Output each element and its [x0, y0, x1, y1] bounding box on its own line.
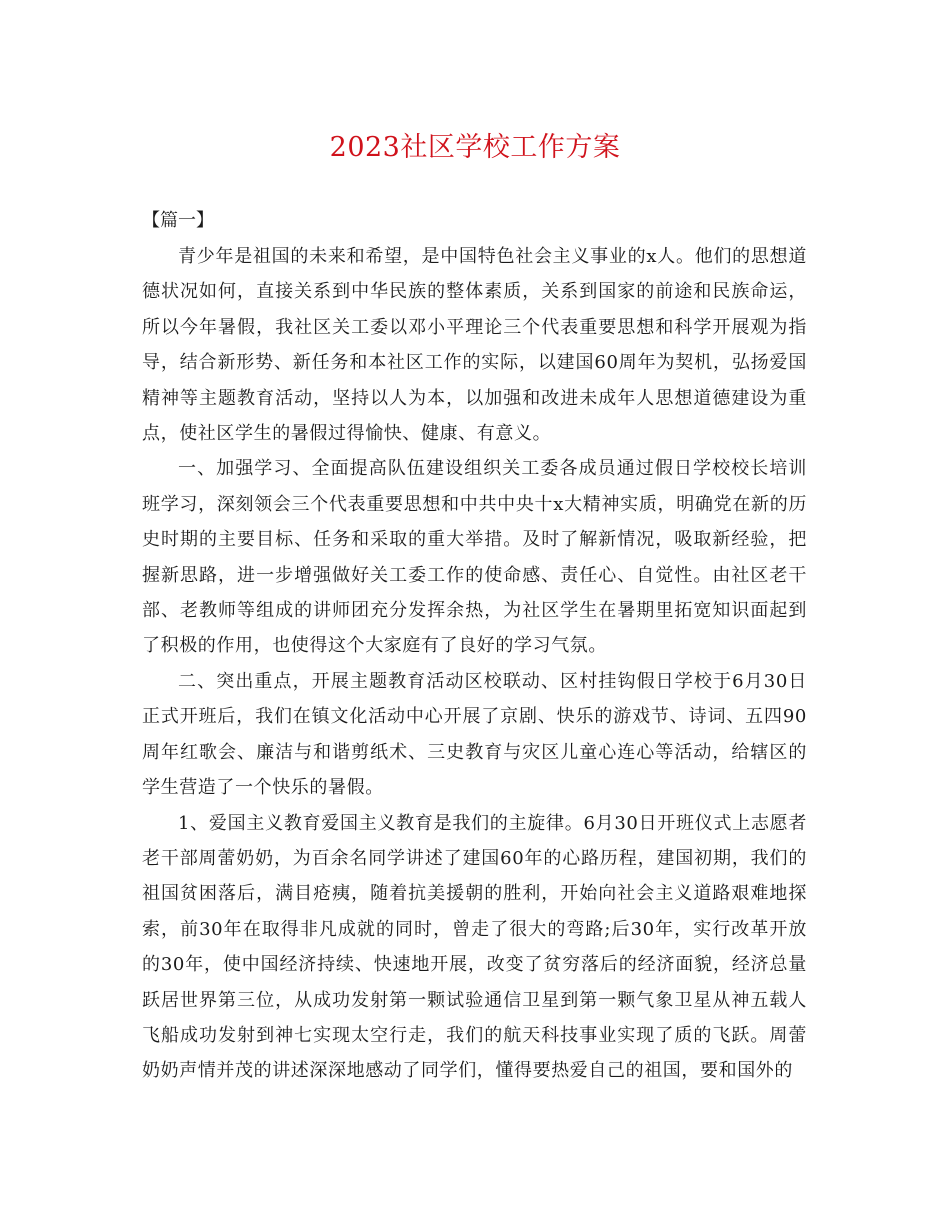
paragraph-section-two: 二、突出重点，开展主题教育活动区校联动、区村挂钩假日学校于6月30日正式开班后，我们在镇文化活动中心开展了京剧、快乐的游戏节、诗词、五四90周年红歌会、廉洁与和谐剪纸术、三史教育与灾区儿童心连心等活动，给辖区的学生营造了一个快乐的暑假。: [142, 670, 807, 799]
document-title: 2023社区学校工作方案: [329, 132, 621, 163]
document-body: [142, 203, 807, 1089]
paragraph-item-one: 1、爱国主义教育爱国主义教育是我们的主旋律。6月30日开班仪式上志愿者老干部周蕾奶奶，为百余名同学讲述了建国60年的心路历程，建国初期，我们的祖国贫困落后，满目疮痍，随着抗美援朝的胜利，开始向社会主义道路艰难地探索，前30年在取得非凡成就的同时，曾走了很大的弯路;后30年，实行改革开放的30年，使中国经济持续、快速地开展，改变了贫穷落后的经济面貌，经济总量跃居世界第三位，从成功发射第一颗试验通信卫星到第一颗气象卫星从神五载人飞船成功发射到神七实现太空行走，我们的航天科技事业实现了质的飞跃。周蕾奶奶声情并茂的讲述深深地感动了同学们，懂得要热爱自己的祖国，要和国外的: [142, 812, 807, 1082]
paragraph-section-one: 一、加强学习、全面提高队伍建设组织关工委各成员通过假日学校校长培训班学习，深刻领会三个代表重要思想和中共中央十x大精神实质，明确党在新的历史时期的主要目标、任务和采取的重大举措。及时了解新情况，吸取新经验，把握新思路，进一步增强做好关工委工作的使命感、责任心、自觉性。由社区老干部、老教师等组成的讲师团充分发挥余热，为社区学生在暑期里拓宽知识面起到了积极的作用，也使得这个大家庭有了良好的学习气氛。: [142, 458, 807, 657]
section-label: 【篇一】: [142, 210, 214, 231]
paragraph-intro: 青少年是祖国的未来和希望，是中国特色社会主义事业的x人。他们的思想道德状况如何，直接关系到中华民族的整体素质，关系到国家的前途和民族命运，所以今年暑假，我社区关工委以邓小平理论三个代表重要思想和科学开展观为指导，结合新形势、新任务和本社区工作的实际，以建国60周年为契机，弘扬爱国精神等主题教育活动，坚持以人为本，以加强和改进未成年人思想道德建设为重点，使社区学生的暑假过得愉快、健康、有意义。: [142, 246, 807, 445]
